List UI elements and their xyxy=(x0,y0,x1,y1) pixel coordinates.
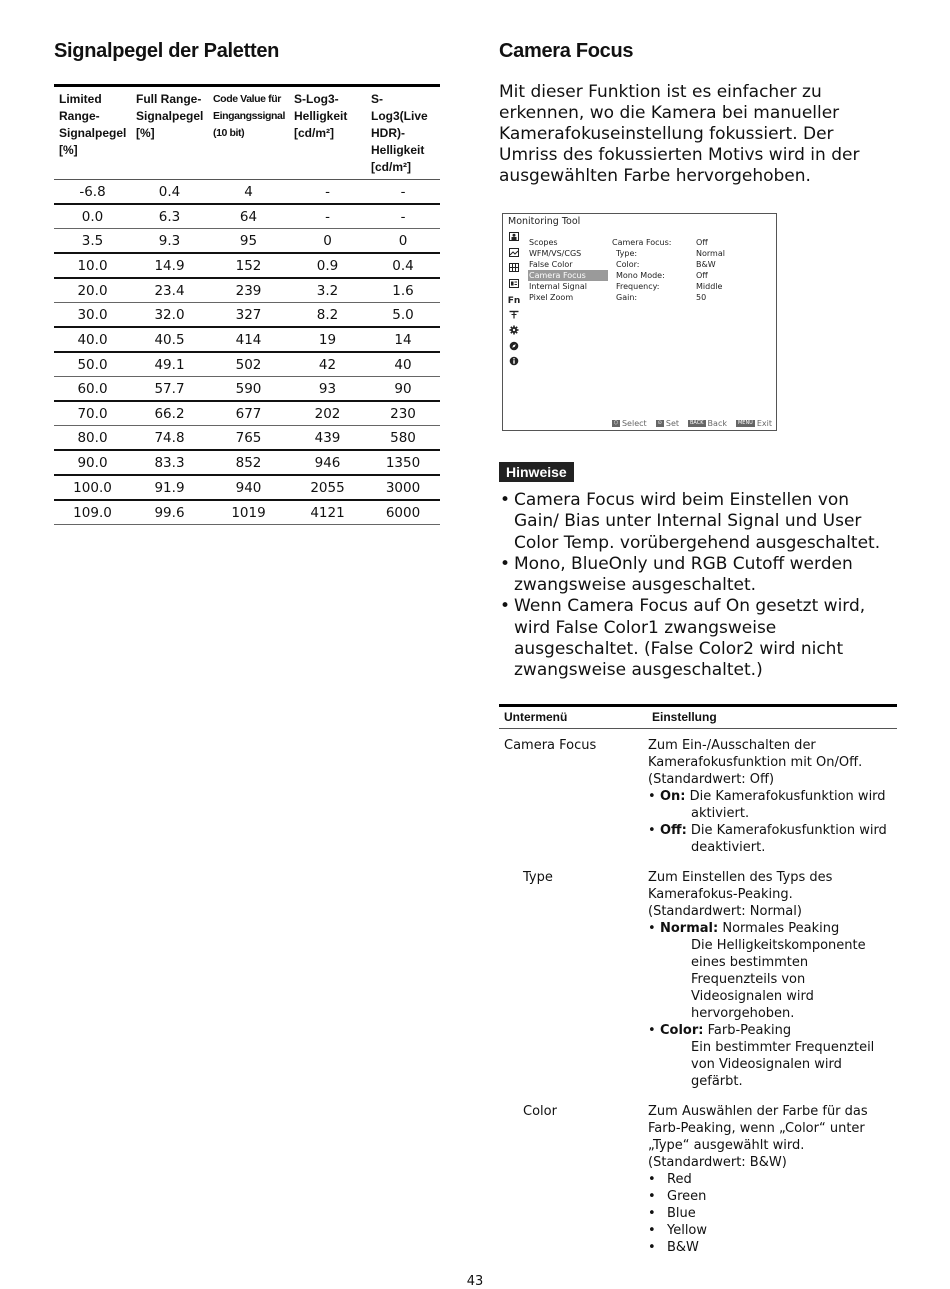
section-title-signal-levels: Signalpegel der Paletten xyxy=(54,40,280,62)
option-text: Normales Peaking xyxy=(722,920,840,936)
table-header-row xyxy=(499,705,897,728)
table-row xyxy=(54,180,440,205)
option-bullet xyxy=(648,788,893,805)
note-item: • Mono, BlueOnly und RGB Cutoff werden zwangsweise ausgeschaltet. xyxy=(499,554,897,597)
table-cell: 765 xyxy=(208,426,289,451)
compass-icon xyxy=(507,341,521,357)
monitor-menu-item[interactable]: Internal Signal xyxy=(529,282,587,291)
table-cell: 6000 xyxy=(366,500,440,525)
table-cell: 239 xyxy=(208,278,289,303)
table-row-type xyxy=(499,861,897,1095)
table-cell: 439 xyxy=(289,426,366,451)
table-row xyxy=(54,450,440,475)
table-cell: 90.0 xyxy=(54,450,131,475)
monitor-menu-item[interactable]: Pixel Zoom xyxy=(529,293,574,302)
table-cell: 327 xyxy=(208,303,289,328)
monitor-title: Monitoring Tool xyxy=(508,216,581,227)
table-cell: 66.2 xyxy=(131,401,208,426)
table-row xyxy=(54,229,440,254)
hint-label: Select xyxy=(621,419,647,428)
monitor-setting-value: Off xyxy=(696,238,708,247)
setting-description xyxy=(647,1095,897,1261)
table-cell: 152 xyxy=(208,253,289,278)
table-cell: 0 xyxy=(366,229,440,254)
color-option: • B&W xyxy=(648,1239,893,1256)
section-title-camera-focus: Camera Focus xyxy=(499,40,634,62)
header-setting: Einstellung xyxy=(647,705,897,728)
submenu-name: Camera Focus xyxy=(504,737,597,753)
monitoring-tool-screenshot xyxy=(502,213,777,431)
note-item: • Camera Focus wird beim Einstellen von Gain/ Bias unter Internal Signal und User Color Temp. vorübergehend ausgeschaltet. xyxy=(499,490,897,554)
monitor-menu-item[interactable]: False Color xyxy=(529,260,573,269)
table-row-color xyxy=(499,1095,897,1261)
monitor-footer-hint xyxy=(736,419,772,428)
option-text: Farb-Peaking xyxy=(707,1022,792,1038)
monitor-setting-label: Camera Focus: xyxy=(612,238,672,247)
right-column xyxy=(499,40,897,1261)
option-text: Die Kamerafokusfunktion wird xyxy=(690,822,887,838)
option-continuation: Ein bestimmter Frequenzteil von Videosignalen wird gefärbt. xyxy=(691,1039,875,1089)
header-limited-range: Limited Range-Signalpegel [%] xyxy=(54,86,131,180)
option-label: On: xyxy=(660,788,686,804)
setting-text: Zum Ein-/Ausschalten der Kamerafokusfunktion mit On/Off. (Standardwert: Off) xyxy=(648,737,863,787)
option-bullet xyxy=(648,822,893,839)
table-cell: 95 xyxy=(208,229,289,254)
hint-label: Exit xyxy=(756,419,772,428)
monitor-menu-list xyxy=(528,237,608,303)
table-cell: 80.0 xyxy=(54,426,131,451)
table-cell: 83.3 xyxy=(131,450,208,475)
note-item: • Wenn Camera Focus auf On gesetzt wird, wird False Color1 zwangsweise ausgeschaltet. (False Color2 wird nicht zwangsweise ausgeschaltet.) xyxy=(499,596,897,681)
signal-level-table xyxy=(54,84,440,525)
submenu-settings-table xyxy=(499,704,897,1261)
table-cell: 3.5 xyxy=(54,229,131,254)
option-label: Color: xyxy=(660,1022,704,1038)
color-option: • Red xyxy=(648,1171,893,1188)
table-row xyxy=(54,204,440,229)
option-label: Off: xyxy=(660,822,687,838)
table-cell: 91.9 xyxy=(131,475,208,500)
table-cell: 42 xyxy=(289,352,366,377)
table-cell: 580 xyxy=(366,426,440,451)
option-continuation: aktiviert. xyxy=(691,805,750,821)
table-cell: 14 xyxy=(366,327,440,352)
table-cell: 20.0 xyxy=(54,278,131,303)
signal-level-table-body xyxy=(54,180,440,525)
table-row xyxy=(54,303,440,328)
option-continuation: deaktiviert. xyxy=(691,839,766,855)
monitor-footer-hint xyxy=(612,419,647,428)
monitor-footer-hints xyxy=(612,419,772,428)
table-cell: 8.2 xyxy=(289,303,366,328)
table-cell: 1.6 xyxy=(366,278,440,303)
table-row xyxy=(54,475,440,500)
table-cell: 64 xyxy=(208,204,289,229)
table-row xyxy=(54,327,440,352)
table-cell: 30.0 xyxy=(54,303,131,328)
table-cell: 40 xyxy=(366,352,440,377)
table-cell: 9.3 xyxy=(131,229,208,254)
notes-list xyxy=(499,490,897,682)
table-cell: 1019 xyxy=(208,500,289,525)
monitor-menu-item[interactable]: WFM/VS/CGS xyxy=(529,249,582,258)
header-slog3-live-hdr-brightness: S-Log3(Live HDR)-Helligkeit [cd/m²] xyxy=(366,86,440,180)
table-cell: 19 xyxy=(289,327,366,352)
grid-icon xyxy=(507,263,521,279)
monitor-setting-values xyxy=(696,237,756,303)
table-row-camera-focus xyxy=(499,728,897,861)
table-cell: 590 xyxy=(208,377,289,402)
table-cell: 0.4 xyxy=(366,253,440,278)
page-number: 43 xyxy=(466,1274,484,1289)
setting-description xyxy=(647,728,897,861)
monitor-footer-hint xyxy=(656,419,679,428)
table-cell: 14.9 xyxy=(131,253,208,278)
table-cell: 4121 xyxy=(289,500,366,525)
color-option: • Green xyxy=(648,1188,893,1205)
table-cell: 0.9 xyxy=(289,253,366,278)
option-bullet xyxy=(648,1022,893,1039)
table-cell: 49.1 xyxy=(131,352,208,377)
monitor-setting-value: Normal xyxy=(696,249,725,258)
table-row xyxy=(54,352,440,377)
monitor-menu-item[interactable]: Scopes xyxy=(529,238,558,247)
monitor-menu-item-selected[interactable]: Camera Focus xyxy=(528,270,608,281)
key-icon: MENU xyxy=(737,420,753,426)
table-cell: 2055 xyxy=(289,475,366,500)
option-label: Normal: xyxy=(660,920,719,936)
setting-text: Zum Einstellen des Typs des Kamerafokus-Peaking. (Standardwert: Normal) xyxy=(648,869,833,919)
table-cell: 202 xyxy=(289,401,366,426)
table-cell: 502 xyxy=(208,352,289,377)
notes-heading-badge: Hinweise xyxy=(499,462,574,482)
table-row xyxy=(54,500,440,525)
setting-text: Zum Auswählen der Farbe für das Farb-Peaking, wenn „Color“ unter „Type“ ausgewählt wird. (Standardwert: B&W) xyxy=(648,1103,868,1170)
table-row xyxy=(54,278,440,303)
table-cell: - xyxy=(289,204,366,229)
table-cell: 60.0 xyxy=(54,377,131,402)
table-cell: 90 xyxy=(366,377,440,402)
table-cell: 5.0 xyxy=(366,303,440,328)
person-icon xyxy=(507,232,521,248)
monitor-setting-value: Off xyxy=(696,271,708,280)
hint-label: Back xyxy=(707,419,727,428)
table-cell: 3000 xyxy=(366,475,440,500)
table-cell: 70.0 xyxy=(54,401,131,426)
key-icon: ⬡ xyxy=(613,420,618,426)
hint-label: Set xyxy=(665,419,679,428)
table-cell: 3.2 xyxy=(289,278,366,303)
fn-icon: Fn xyxy=(507,296,521,306)
monitor-setting-label: Gain: xyxy=(616,293,638,302)
table-cell: 230 xyxy=(366,401,440,426)
setting-description xyxy=(647,861,897,1095)
info-icon xyxy=(507,356,521,372)
monitor-footer-hint xyxy=(688,419,727,428)
table-cell: 10.0 xyxy=(54,253,131,278)
monitor-setting-label: Mono Mode: xyxy=(616,271,665,280)
monitor-icon-column xyxy=(507,232,521,372)
table-cell: 946 xyxy=(289,450,366,475)
table-cell: 100.0 xyxy=(54,475,131,500)
table-cell: 109.0 xyxy=(54,500,131,525)
table-cell: 1350 xyxy=(366,450,440,475)
image-icon xyxy=(507,248,521,264)
monitor-setting-labels xyxy=(612,237,692,303)
header-full-range: Full Range-Signalpegel [%] xyxy=(131,86,208,180)
header-submenu: Untermenü xyxy=(499,705,647,728)
table-row xyxy=(54,401,440,426)
table-cell: 40.0 xyxy=(54,327,131,352)
option-text: Die Kamerafokusfunktion wird xyxy=(689,788,886,804)
option-continuation: Die Helligkeitskomponente eines bestimmten Frequenzteils von Videosignalen wird hervorgehoben. xyxy=(691,937,866,1021)
submenu-name: Color xyxy=(523,1103,557,1119)
table-cell: 6.3 xyxy=(131,204,208,229)
color-option: • Yellow xyxy=(648,1222,893,1239)
gear-icon xyxy=(507,325,521,341)
color-option: • Blue xyxy=(648,1205,893,1222)
monitor-setting-label: Type: xyxy=(616,249,638,258)
table-cell: -6.8 xyxy=(54,180,131,205)
table-cell: 40.5 xyxy=(131,327,208,352)
table-header-row xyxy=(54,86,440,180)
header-slog3-brightness: S-Log3-Helligkeit [cd/m²] xyxy=(289,86,366,180)
table-cell: 940 xyxy=(208,475,289,500)
antenna-icon xyxy=(507,310,521,326)
table-cell: 57.7 xyxy=(131,377,208,402)
table-cell: - xyxy=(366,180,440,205)
table-cell: 0.0 xyxy=(54,204,131,229)
table-cell: - xyxy=(289,180,366,205)
table-cell: 0.4 xyxy=(131,180,208,205)
table-cell: 50.0 xyxy=(54,352,131,377)
table-cell: - xyxy=(366,204,440,229)
table-cell: 414 xyxy=(208,327,289,352)
submenu-name: Type xyxy=(523,869,553,885)
monitor-setting-value: B&W xyxy=(696,260,716,269)
table-cell: 0 xyxy=(289,229,366,254)
table-row xyxy=(54,253,440,278)
table-cell: 93 xyxy=(289,377,366,402)
left-column xyxy=(54,40,440,525)
table-cell: 32.0 xyxy=(131,303,208,328)
option-bullet xyxy=(648,920,893,937)
table-cell: 23.4 xyxy=(131,278,208,303)
table-cell: 4 xyxy=(208,180,289,205)
table-cell: 852 xyxy=(208,450,289,475)
display-icon xyxy=(507,279,521,295)
table-row xyxy=(54,426,440,451)
table-cell: 677 xyxy=(208,401,289,426)
intro-paragraph: Mit dieser Funktion ist es einfacher zu erkennen, wo die Kamera bei manueller Kamerafokuseinstellung fokussiert. Der Umriss des fokussierten Motivs wird in der ausgewählten Farbe hervorgehoben. xyxy=(499,82,860,186)
monitor-setting-value: Middle xyxy=(696,282,723,291)
table-row xyxy=(54,377,440,402)
header-code-value: Code Value für Eingangssignal (10 bit) xyxy=(208,86,289,180)
key-icon: BACK xyxy=(690,420,704,426)
monitor-setting-value: 50 xyxy=(696,293,707,302)
table-cell: 74.8 xyxy=(131,426,208,451)
monitor-setting-label: Color: xyxy=(616,260,640,269)
key-icon: ⊙ xyxy=(657,420,662,426)
table-cell: 99.6 xyxy=(131,500,208,525)
monitor-setting-label: Frequency: xyxy=(616,282,660,291)
